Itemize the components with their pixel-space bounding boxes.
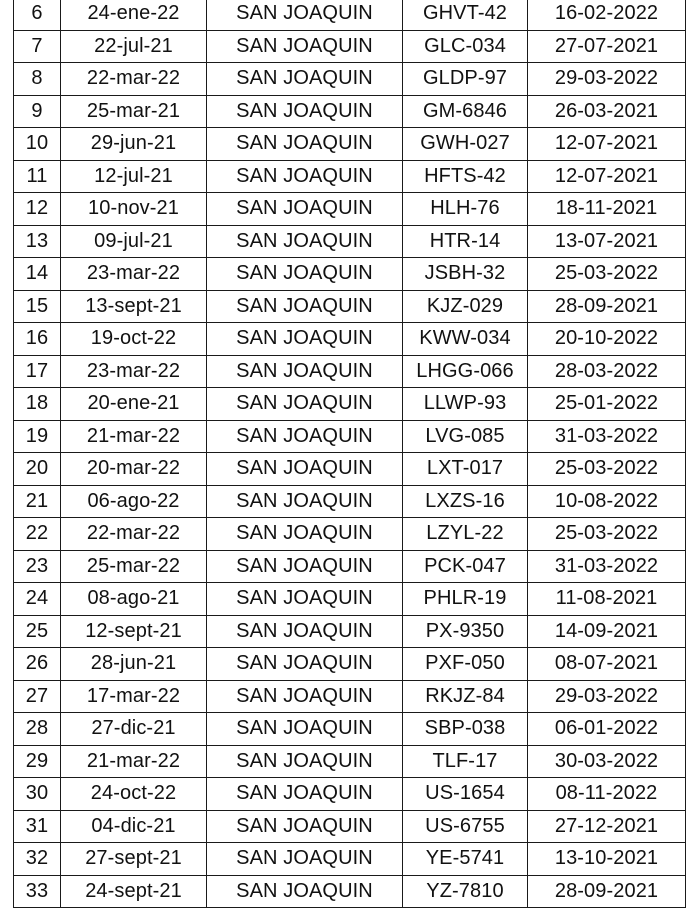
date-cell: 25-mar-22 <box>61 550 207 583</box>
table-row <box>14 810 686 843</box>
code-cell: YE-5741 <box>403 843 528 876</box>
code-cell: PX-9350 <box>403 615 528 648</box>
date-cell: 17-mar-22 <box>61 680 207 713</box>
location-cell: SAN JOAQUIN <box>207 420 403 453</box>
table-row <box>14 193 686 226</box>
row-number-cell: 30 <box>14 778 61 811</box>
second-date-cell: 25-03-2022 <box>528 258 686 291</box>
row-number-cell: 15 <box>14 290 61 323</box>
table-row <box>14 713 686 746</box>
row-number-cell: 25 <box>14 615 61 648</box>
location-cell: SAN JOAQUIN <box>207 550 403 583</box>
table-row <box>14 63 686 96</box>
code-cell: HLH-76 <box>403 193 528 226</box>
table-row <box>14 95 686 128</box>
row-number-cell: 20 <box>14 453 61 486</box>
second-date-cell: 27-12-2021 <box>528 810 686 843</box>
table-row <box>14 745 686 778</box>
row-number-cell: 18 <box>14 388 61 421</box>
row-number-cell: 24 <box>14 583 61 616</box>
second-date-cell: 28-09-2021 <box>528 875 686 908</box>
date-cell: 20-mar-22 <box>61 453 207 486</box>
location-cell: SAN JOAQUIN <box>207 0 403 30</box>
location-cell: SAN JOAQUIN <box>207 843 403 876</box>
table-row <box>14 128 686 161</box>
row-number-cell: 7 <box>14 30 61 63</box>
code-cell: HTR-14 <box>403 225 528 258</box>
location-cell: SAN JOAQUIN <box>207 778 403 811</box>
row-number-cell: 8 <box>14 63 61 96</box>
row-number-cell: 23 <box>14 550 61 583</box>
row-number-cell: 17 <box>14 355 61 388</box>
row-number-cell: 29 <box>14 745 61 778</box>
second-date-cell: 11-08-2021 <box>528 583 686 616</box>
code-cell: PHLR-19 <box>403 583 528 616</box>
second-date-cell: 12-07-2021 <box>528 160 686 193</box>
table-row <box>14 160 686 193</box>
second-date-cell: 08-07-2021 <box>528 648 686 681</box>
location-cell: SAN JOAQUIN <box>207 225 403 258</box>
second-date-cell: 13-10-2021 <box>528 843 686 876</box>
code-cell: GLDP-97 <box>403 63 528 96</box>
row-number-cell: 31 <box>14 810 61 843</box>
table-row <box>14 225 686 258</box>
location-cell: SAN JOAQUIN <box>207 875 403 908</box>
second-date-cell: 25-03-2022 <box>528 518 686 551</box>
code-cell: KWW-034 <box>403 323 528 356</box>
row-number-cell: 14 <box>14 258 61 291</box>
date-cell: 12-jul-21 <box>61 160 207 193</box>
table-row <box>14 258 686 291</box>
code-cell: LLWP-93 <box>403 388 528 421</box>
code-cell: US-1654 <box>403 778 528 811</box>
location-cell: SAN JOAQUIN <box>207 615 403 648</box>
code-cell: LVG-085 <box>403 420 528 453</box>
second-date-cell: 25-03-2022 <box>528 453 686 486</box>
table-row <box>14 778 686 811</box>
second-date-cell: 20-10-2022 <box>528 323 686 356</box>
date-cell: 19-oct-22 <box>61 323 207 356</box>
second-date-cell: 29-03-2022 <box>528 63 686 96</box>
code-cell: LXT-017 <box>403 453 528 486</box>
second-date-cell: 10-08-2022 <box>528 485 686 518</box>
second-date-cell: 27-07-2021 <box>528 30 686 63</box>
code-cell: LXZS-16 <box>403 485 528 518</box>
second-date-cell: 28-03-2022 <box>528 355 686 388</box>
table-row <box>14 323 686 356</box>
date-cell: 06-ago-22 <box>61 485 207 518</box>
code-cell: LZYL-22 <box>403 518 528 551</box>
date-cell: 27-sept-21 <box>61 843 207 876</box>
records-table-body <box>14 0 686 908</box>
row-number-cell: 9 <box>14 95 61 128</box>
code-cell: YZ-7810 <box>403 875 528 908</box>
code-cell: GHVT-42 <box>403 0 528 30</box>
second-date-cell: 30-03-2022 <box>528 745 686 778</box>
table-row <box>14 550 686 583</box>
location-cell: SAN JOAQUIN <box>207 680 403 713</box>
second-date-cell: 14-09-2021 <box>528 615 686 648</box>
row-number-cell: 19 <box>14 420 61 453</box>
date-cell: 21-mar-22 <box>61 420 207 453</box>
row-number-cell: 22 <box>14 518 61 551</box>
date-cell: 23-mar-22 <box>61 355 207 388</box>
second-date-cell: 13-07-2021 <box>528 225 686 258</box>
table-row <box>14 290 686 323</box>
date-cell: 24-sept-21 <box>61 875 207 908</box>
row-number-cell: 21 <box>14 485 61 518</box>
second-date-cell: 18-11-2021 <box>528 193 686 226</box>
row-number-cell: 12 <box>14 193 61 226</box>
date-cell: 04-dic-21 <box>61 810 207 843</box>
table-row <box>14 420 686 453</box>
table-row <box>14 615 686 648</box>
table-row <box>14 680 686 713</box>
row-number-cell: 33 <box>14 875 61 908</box>
table-row <box>14 518 686 551</box>
code-cell: GLC-034 <box>403 30 528 63</box>
location-cell: SAN JOAQUIN <box>207 95 403 128</box>
location-cell: SAN JOAQUIN <box>207 160 403 193</box>
table-row <box>14 453 686 486</box>
second-date-cell: 12-07-2021 <box>528 128 686 161</box>
location-cell: SAN JOAQUIN <box>207 30 403 63</box>
row-number-cell: 27 <box>14 680 61 713</box>
table-row <box>14 0 686 30</box>
second-date-cell: 08-11-2022 <box>528 778 686 811</box>
code-cell: LHGG-066 <box>403 355 528 388</box>
table-row <box>14 355 686 388</box>
table-row <box>14 485 686 518</box>
date-cell: 25-mar-21 <box>61 95 207 128</box>
code-cell: PXF-050 <box>403 648 528 681</box>
table-row <box>14 30 686 63</box>
location-cell: SAN JOAQUIN <box>207 583 403 616</box>
date-cell: 13-sept-21 <box>61 290 207 323</box>
code-cell: KJZ-029 <box>403 290 528 323</box>
table-row <box>14 583 686 616</box>
row-number-cell: 26 <box>14 648 61 681</box>
date-cell: 27-dic-21 <box>61 713 207 746</box>
date-cell: 24-ene-22 <box>61 0 207 30</box>
code-cell: US-6755 <box>403 810 528 843</box>
location-cell: SAN JOAQUIN <box>207 355 403 388</box>
row-number-cell: 32 <box>14 843 61 876</box>
location-cell: SAN JOAQUIN <box>207 518 403 551</box>
row-number-cell: 10 <box>14 128 61 161</box>
date-cell: 22-mar-22 <box>61 518 207 551</box>
location-cell: SAN JOAQUIN <box>207 485 403 518</box>
location-cell: SAN JOAQUIN <box>207 713 403 746</box>
date-cell: 09-jul-21 <box>61 225 207 258</box>
row-number-cell: 6 <box>14 0 61 30</box>
date-cell: 29-jun-21 <box>61 128 207 161</box>
second-date-cell: 25-01-2022 <box>528 388 686 421</box>
row-number-cell: 11 <box>14 160 61 193</box>
location-cell: SAN JOAQUIN <box>207 128 403 161</box>
table-row <box>14 875 686 908</box>
code-cell: RKJZ-84 <box>403 680 528 713</box>
table-row <box>14 843 686 876</box>
location-cell: SAN JOAQUIN <box>207 810 403 843</box>
code-cell: HFTS-42 <box>403 160 528 193</box>
date-cell: 24-oct-22 <box>61 778 207 811</box>
second-date-cell: 06-01-2022 <box>528 713 686 746</box>
location-cell: SAN JOAQUIN <box>207 290 403 323</box>
location-cell: SAN JOAQUIN <box>207 323 403 356</box>
date-cell: 28-jun-21 <box>61 648 207 681</box>
location-cell: SAN JOAQUIN <box>207 453 403 486</box>
second-date-cell: 29-03-2022 <box>528 680 686 713</box>
location-cell: SAN JOAQUIN <box>207 258 403 291</box>
date-cell: 22-mar-22 <box>61 63 207 96</box>
code-cell: JSBH-32 <box>403 258 528 291</box>
second-date-cell: 26-03-2021 <box>528 95 686 128</box>
date-cell: 22-jul-21 <box>61 30 207 63</box>
date-cell: 08-ago-21 <box>61 583 207 616</box>
second-date-cell: 16-02-2022 <box>528 0 686 30</box>
row-number-cell: 13 <box>14 225 61 258</box>
location-cell: SAN JOAQUIN <box>207 63 403 96</box>
code-cell: PCK-047 <box>403 550 528 583</box>
code-cell: TLF-17 <box>403 745 528 778</box>
date-cell: 10-nov-21 <box>61 193 207 226</box>
second-date-cell: 31-03-2022 <box>528 420 686 453</box>
code-cell: GWH-027 <box>403 128 528 161</box>
table-row <box>14 648 686 681</box>
date-cell: 12-sept-21 <box>61 615 207 648</box>
location-cell: SAN JOAQUIN <box>207 745 403 778</box>
records-table <box>13 0 686 908</box>
location-cell: SAN JOAQUIN <box>207 388 403 421</box>
row-number-cell: 16 <box>14 323 61 356</box>
location-cell: SAN JOAQUIN <box>207 193 403 226</box>
second-date-cell: 28-09-2021 <box>528 290 686 323</box>
second-date-cell: 31-03-2022 <box>528 550 686 583</box>
date-cell: 21-mar-22 <box>61 745 207 778</box>
date-cell: 20-ene-21 <box>61 388 207 421</box>
date-cell: 23-mar-22 <box>61 258 207 291</box>
location-cell: SAN JOAQUIN <box>207 648 403 681</box>
row-number-cell: 28 <box>14 713 61 746</box>
code-cell: GM-6846 <box>403 95 528 128</box>
code-cell: SBP-038 <box>403 713 528 746</box>
table-row <box>14 388 686 421</box>
